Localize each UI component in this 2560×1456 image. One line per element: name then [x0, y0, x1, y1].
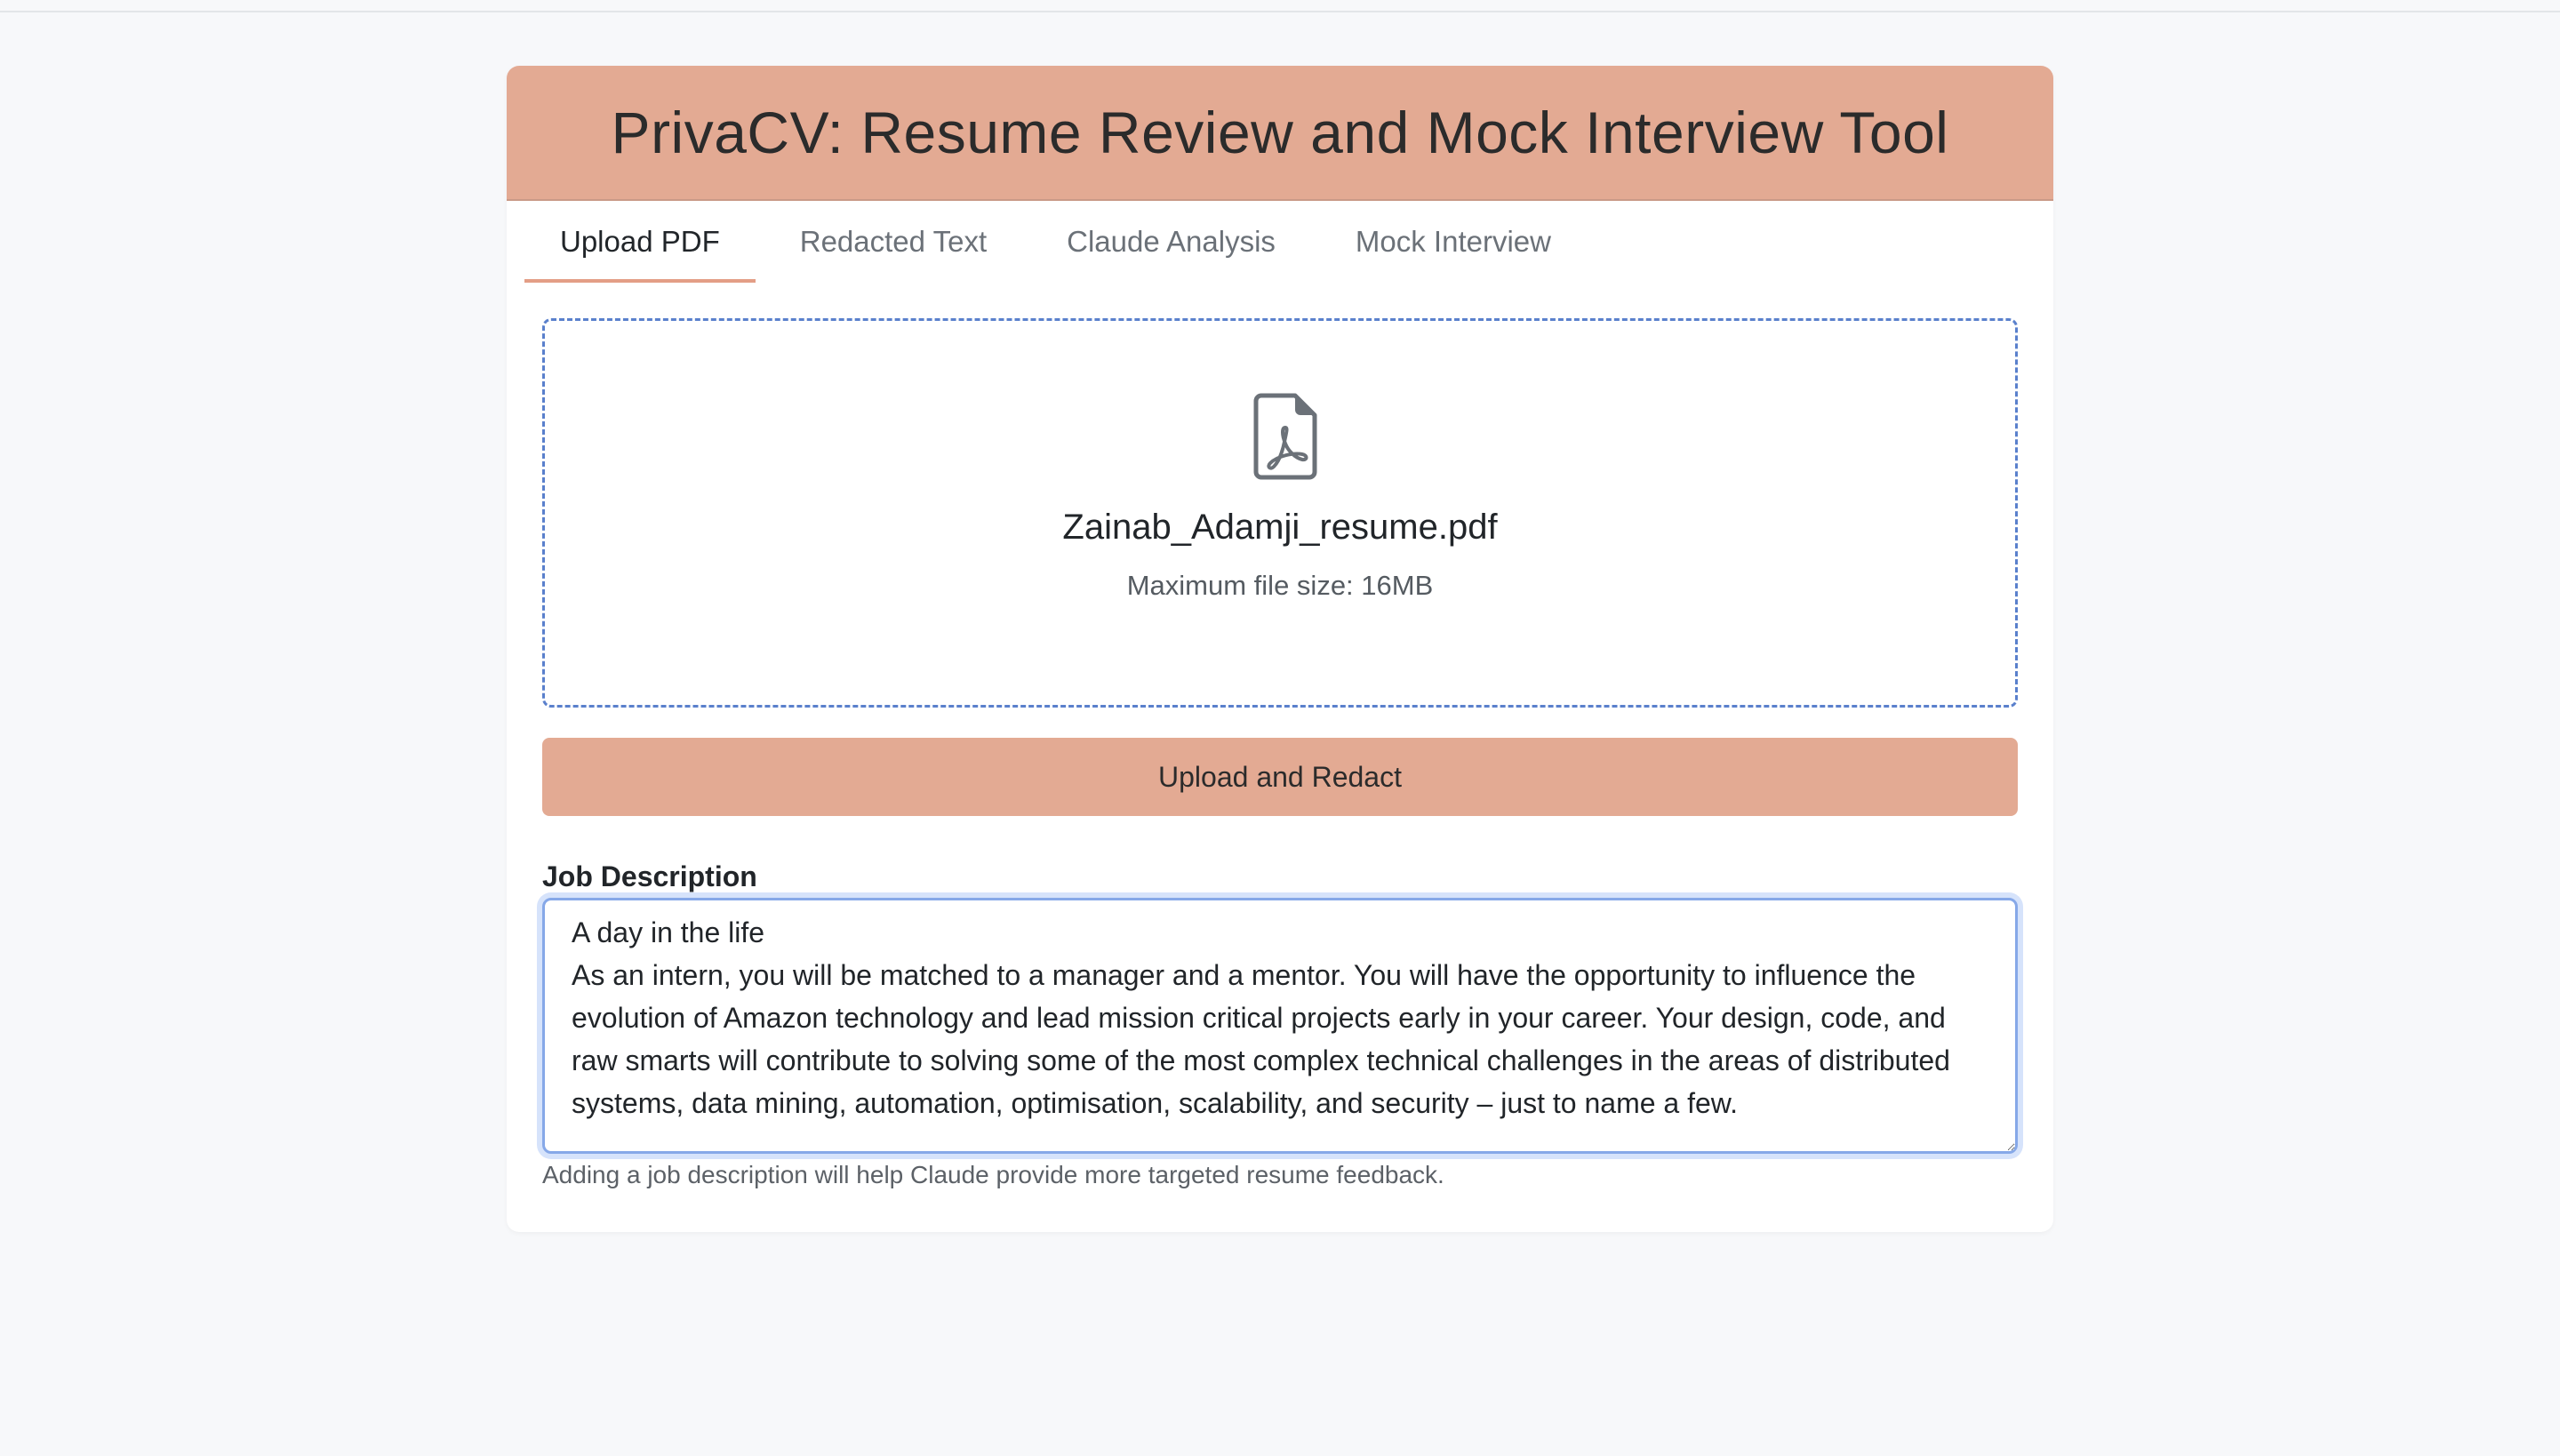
- pdf-file-icon: [1252, 392, 1318, 481]
- tab-redacted-text[interactable]: Redacted Text: [799, 225, 988, 258]
- file-dropzone[interactable]: [542, 318, 2018, 708]
- tab-mock-interview[interactable]: Mock Interview: [1355, 225, 1551, 258]
- main-card: [507, 66, 2053, 1232]
- job-description-textarea[interactable]: [542, 898, 2018, 1154]
- upload-and-redact-button[interactable]: Upload and Redact: [542, 738, 2018, 816]
- job-description-help: Adding a job description will help Claude provide more targeted resume feedback.: [542, 1161, 1444, 1188]
- file-size-hint: Maximum file size: 16MB: [1126, 570, 1434, 601]
- tab-claude-analysis[interactable]: Claude Analysis: [1067, 225, 1276, 258]
- job-description-label: Job Description: [542, 860, 757, 892]
- tab-upload-pdf[interactable]: Upload PDF: [524, 201, 756, 283]
- tab-bar: [507, 201, 2053, 283]
- top-border: [0, 0, 2560, 12]
- selected-file-name: Zainab_Adamji_resume.pdf: [1062, 508, 1498, 547]
- page-title: PrivaCV: Resume Review and Mock Interview Tool: [611, 100, 1949, 165]
- card-header: [507, 66, 2053, 201]
